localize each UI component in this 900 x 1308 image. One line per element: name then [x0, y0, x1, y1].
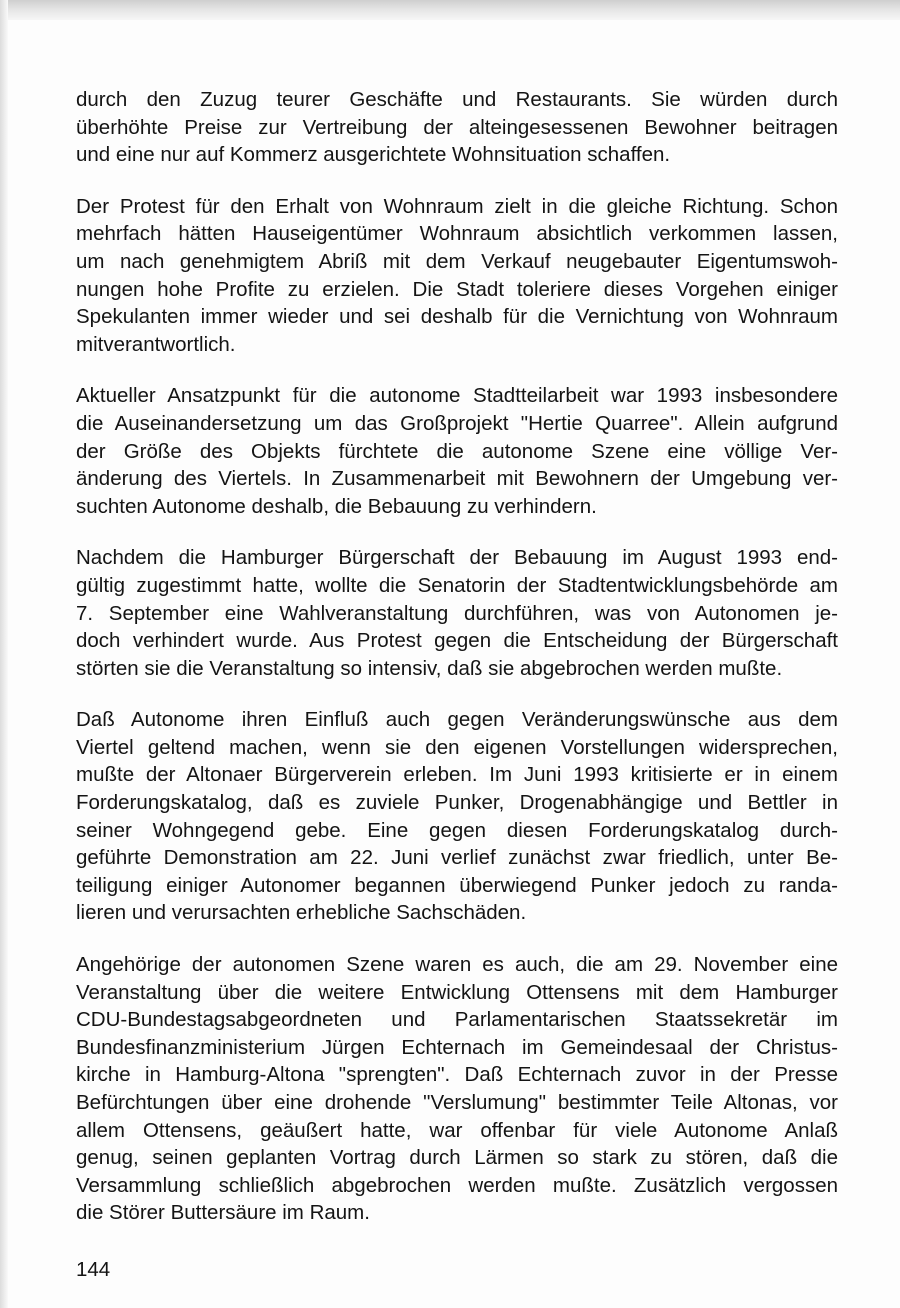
- paragraph-3: [76, 382, 838, 520]
- text-line: und eine nur auf Kommerz ausgerichtete Wohnsituation schaffen.: [76, 143, 671, 167]
- text-line: Aktueller Ansatzpunkt für die autonome Stadtteilarbeit war 1993 insbesondere: [76, 384, 838, 408]
- text-line: 7. September eine Wahlveranstaltung durchführen, was von Autonomen je-: [76, 601, 838, 625]
- text-line: Forderungskatalog, daß es zuviele Punker, Drogenabhängige und Bettler in: [76, 791, 838, 815]
- text-line: Bundesfinanzministerium Jürgen Echternach im Gemeindesaal der Christus-: [76, 1035, 838, 1059]
- text-line: durch den Zuzug teurer Geschäfte und Restaurants. Sie würden durch: [76, 88, 838, 111]
- text-line: CDU-Bundestagsabgeordneten und Parlamentarischen Staatssekretär im: [76, 1008, 838, 1032]
- text-line: genug, seinen geplanten Vortrag durch Lärmen so stark zu stören, daß die: [76, 1146, 838, 1170]
- scan-shadow-left: [0, 0, 8, 1308]
- text-line: die Auseinandersetzung um das Großprojekt "Hertie Quarree". Allein aufgrund: [76, 411, 838, 435]
- text-line: änderung des Viertels. In Zusammenarbeit mit Bewohnern der Umgebung ver-: [76, 467, 838, 491]
- text-line: Viertel geltend machen, wenn sie den eigenen Vorstellungen widersprechen,: [76, 735, 838, 759]
- text-line: doch verhindert wurde. Aus Protest gegen die Entscheidung der Bürgerschaft: [76, 629, 838, 653]
- text-line: Spekulanten immer wieder und sei deshalb für die Vernichtung von Wohnraum: [76, 305, 838, 329]
- paragraph-2: [76, 193, 838, 359]
- body-text: [76, 86, 838, 1251]
- text-line: mitverantwortlich.: [76, 332, 236, 356]
- text-line: seiner Wohngegend gebe. Eine gegen diesen Forderungskatalog durch-: [76, 818, 838, 842]
- page-number: 144: [76, 1258, 111, 1281]
- text-line: Befürchtungen über eine drohende "Verslumung" bestimmter Teile Altonas, vor: [76, 1091, 838, 1114]
- text-line: Nachdem die Hamburger Bürgerschaft der Bebauung im August 1993 end-: [76, 546, 838, 570]
- paragraph-5: [76, 706, 838, 927]
- text-line: nungen hohe Profite zu erzielen. Die Stadt toleriere dieses Vorgehen einiger: [76, 277, 838, 301]
- text-line: Versammlung schließlich abgebrochen werden mußte. Zusätzlich vergossen: [76, 1173, 838, 1197]
- text-line: Veranstaltung über die weitere Entwicklung Ottensens mit dem Hamburger: [76, 980, 838, 1004]
- text-line: der Größe des Objekts fürchtete die autonome Szene eine völlige Ver-: [76, 439, 838, 463]
- text-line: suchten Autonome deshalb, die Bebauung zu verhindern.: [76, 494, 597, 518]
- text-line: Der Protest für den Erhalt von Wohnraum zielt in die gleiche Richtung. Schon: [76, 194, 838, 218]
- text-line: Daß Autonome ihren Einfluß auch gegen Veränderungswünsche aus dem: [76, 708, 838, 732]
- paragraph-1: [76, 86, 838, 169]
- text-line: kirche in Hamburg-Altona "sprengten". Daß Echternach zuvor in der Presse: [76, 1063, 838, 1087]
- text-line: teiligung einiger Autonomer begannen überwiegend Punker jedoch zu randa-: [76, 873, 838, 897]
- text-line: lieren und verursachten erhebliche Sachschäden.: [76, 901, 527, 925]
- text-line: gültig zugestimmt hatte, wollte die Senatorin der Stadtentwicklungsbehörde am: [76, 573, 838, 597]
- paragraph-4: [76, 544, 838, 682]
- text-line: überhöhte Preise zur Vertreibung der alteingesessenen Bewohner beitragen: [76, 115, 838, 139]
- text-line: geführte Demonstration am 22. Juni verlief zunächst zwar friedlich, unter Be-: [76, 846, 838, 870]
- text-line: mehrfach hätten Hauseigentümer Wohnraum absichtlich verkommen lassen,: [76, 222, 838, 246]
- text-line: die Störer Buttersäure im Raum.: [76, 1201, 370, 1225]
- scan-shadow-top: [0, 0, 900, 20]
- text-line: um nach genehmigtem Abriß mit dem Verkauf neugebauter Eigentumswoh-: [76, 249, 838, 273]
- text-line: mußte der Altonaer Bürgerverein erleben. Im Juni 1993 kritisierte er in einem: [76, 763, 838, 787]
- paragraph-6: [76, 951, 838, 1227]
- text-line: Angehörige der autonomen Szene waren es auch, die am 29. November eine: [76, 953, 838, 977]
- text-line: allem Ottensens, geäußert hatte, war offenbar für viele Autonome Anlaß: [76, 1118, 838, 1142]
- text-line: störten sie die Veranstaltung so intensiv, daß sie abgebrochen werden mußte.: [76, 656, 783, 680]
